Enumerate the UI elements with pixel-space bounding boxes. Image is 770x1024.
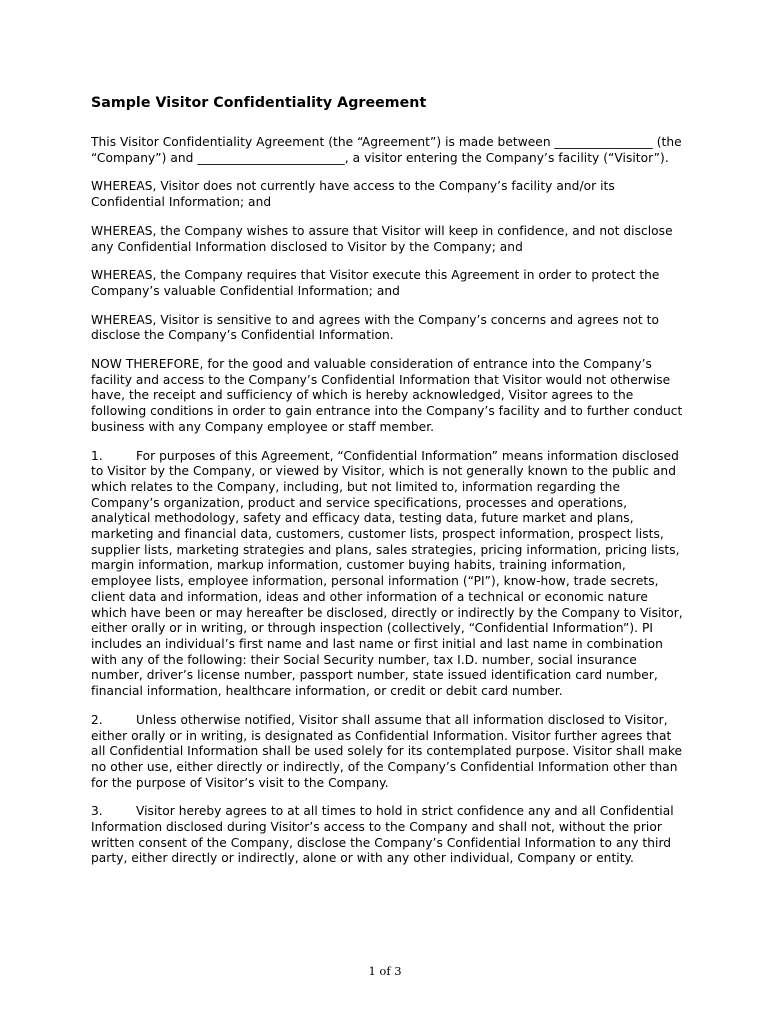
document-body (91, 94, 685, 880)
whereas-clause-4: WHEREAS, Visitor is sensitive to and agrees with the Company’s concerns and agrees not to disclose the Company’s Confidential Information. (91, 312, 659, 343)
clause-1 (91, 449, 685, 700)
clause-text: For purposes of this Agreement, “Confidential Information” means information disclosed to Visitor by the Company, or viewed by Visitor, which is not generally known to the public and which relates to the Company, including, but not limited to, information regarding the Company’s organization, product and service specifications, processes and operations, analytical methodology, safety and efficacy data, testing data, future market and plans, marketing and financial data, customers, customer lists, prospect information, prospect lists, supplier lists, marketing strategies and plans, sales strategies, pricing information, pricing lists, margin information, markup information, customer buying habits, training information, employee lists, employee information, personal information (“PI”), know-how, trade secrets, client data and information, ideas and other information of a technical or economic nature which have been or may hereafter be disclosed, directly or indirectly by the Company to Visitor, either orally or in writing, or through inspection (collectively, “Confidential Information”). PI includes an individual’s first name and last name or first initial and last name in combination with any of the following: their Social Security number, tax I.D. number, social insurance number, driver’s license number, passport number, state issued identification card number, financial information, healthcare information, or credit or debit card number. (91, 448, 683, 699)
clause-text: Unless otherwise notified, Visitor shall assume that all information disclosed to Visitor, either orally or in writing, is designated as Confidential Information. Visitor further agrees that all Confidential Information shall be used solely for its contemplated purpose. Visitor shall make no other use, either directly or indirectly, of the Company’s Confidential Information other than for the purpose of Visitor’s visit to the Company. (91, 712, 683, 790)
page-number: 1 of 3 (368, 964, 402, 978)
whereas-clause-2: WHEREAS, the Company wishes to assure that Visitor will keep in confidence, and not disclose any Confidential Information disclosed to Visitor by the Company; and (91, 223, 673, 254)
clause-number: 2. (91, 712, 103, 727)
now-therefore-paragraph: NOW THEREFORE, for the good and valuable consideration of entrance into the Company’s facility and access to the Company’s Confidential Information that Visitor would not otherwise have, the receipt and sufficiency of which is hereby acknowledged, Visitor agrees to the following conditions in order to gain entrance into the Company’s facility and to further conduct business with any Company employee or staff member. (91, 357, 683, 434)
clause-text: Visitor hereby agrees to at all times to hold in strict confidence any and all Confidential Information disclosed during Visitor’s access to the Company and shall not, without the prior written consent of the Company, disclose the Company’s Confidential Information to any third party, either directly or indirectly, alone or with any other individual, Company or entity. (91, 804, 674, 866)
clause-number: 1. (91, 448, 103, 463)
clause-3 (91, 804, 685, 867)
whereas-clause-3: WHEREAS, the Company requires that Visitor execute this Agreement in order to protect the Company’s valuable Confidential Information; and (91, 268, 660, 298)
clause-2 (91, 713, 685, 792)
document-title: Sample Visitor Confidentiality Agreement (91, 95, 427, 111)
clause-number: 3. (91, 804, 103, 819)
whereas-clause-1: WHEREAS, Visitor does not currently have access to the Company’s facility and/or its Confidential Information; and (91, 179, 615, 210)
intro-paragraph: This Visitor Confidentiality Agreement (the “Agreement”) is made between ________________ (the “Company”) and ________________________, a visitor entering the Company’s facility (“Visitor”). (91, 135, 682, 165)
